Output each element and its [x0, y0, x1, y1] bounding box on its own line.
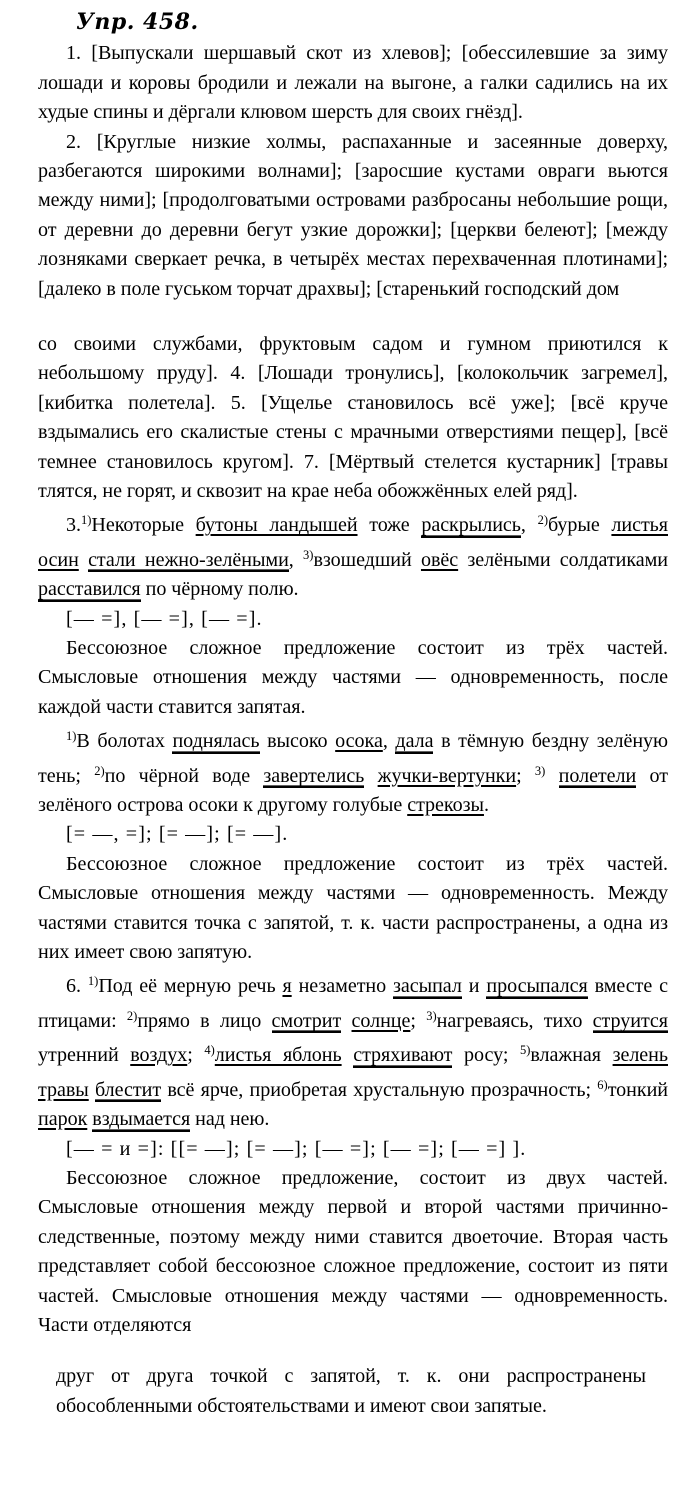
- text-run: [342, 1044, 354, 1066]
- subject-phrase: парок: [38, 1108, 88, 1131]
- clause-marker-1: 1): [87, 974, 99, 989]
- text-run: .: [483, 794, 489, 817]
- clause-marker-2: 2): [537, 513, 548, 528]
- scheme-line-1: [— =], [— =], [— =].: [66, 607, 263, 630]
- item-3-sentence: [38, 506, 668, 604]
- sentence-1: 1. [Выпускали шершавый скот из хлевов]; [обессилевшие за зиму лошади и коровы бродили и лежали на выгоне, а галки садились на их худые спины и дёргали клювом шерсть для своих гнёзд].: [38, 42, 668, 124]
- sentence-continued: со своими службами, фруктовым садом и гумном приютился к небольшому пруду]. 4. [Лошади тронулись], [колокольчик загремел], [кибитка полетела]. 5. [Ущелье становилось всё уже]; [всё круче вздымались его скалистые стены с мрачными отверстиями пещер], [всё темнее становилось кругом]. 7. [Мёртвый стелется кустарник] [травы тлятся, не горят, и сквозит на крае неба обожжённых елей ряд].: [38, 332, 668, 502]
- scheme-line-2: [= —, =]; [= —]; [= —].: [66, 823, 289, 846]
- text-run: Некоторые: [91, 514, 196, 537]
- text-run: по чёрному полю.: [140, 578, 299, 601]
- text-run: ,: [288, 548, 304, 571]
- subject-phrase: бутоны ландышей: [195, 514, 358, 537]
- text-run: бурые: [547, 514, 612, 537]
- text-run: прямо в лицо: [137, 1009, 272, 1032]
- text-run: высоко: [259, 730, 336, 753]
- text-run: В болотах: [76, 730, 173, 753]
- item-5-sentence: [38, 722, 668, 820]
- subject-phrase: осока: [335, 730, 383, 753]
- analysis-2: [38, 850, 668, 968]
- predicate-phrase: засыпал: [393, 975, 462, 998]
- text-run: вместе с птицами:: [38, 975, 668, 1032]
- clause-marker-3: 3): [426, 1008, 437, 1023]
- text-block-3: [38, 1362, 668, 1421]
- predicate-phrase: завертелись: [263, 764, 365, 787]
- clause-marker-1: 1): [66, 729, 77, 744]
- item-6: [38, 967, 668, 1134]
- analysis-text: Бессоюзное сложное предложение состоит из трёх частей. Смысловые отношения между частями — одновременность, после каждой части ставится запятая.: [38, 637, 668, 718]
- predicate-phrase: дала: [395, 730, 434, 753]
- sentence-2: 2. [Круглые низкие холмы, распаханные и засеянные доверху, разбегаются широкими волнами]; [заросшие кустами овраги вьются между ними]; [продолговатыми островами разбросаны небольшие рощи, от деревни до деревни бегут узкие дорожки]; [церкви белеют]; [между лозняками сверкает речка, в четырёх местах перехваченная плотинами]; [далеко в поле гуськом торчат драхвы]; [старенький господский дом: [38, 130, 668, 300]
- clause-marker-3: 3): [303, 547, 314, 562]
- predicate-phrase: просыпался: [486, 975, 588, 998]
- text-block-2: [38, 330, 668, 506]
- clause-marker-6: 6): [597, 1077, 608, 1092]
- text-run: ;: [187, 1044, 205, 1067]
- predicate-phrase: раскрылись: [421, 514, 521, 537]
- text-run: и: [461, 975, 487, 998]
- text-run: незаметно: [291, 975, 394, 998]
- text-run: над нею.: [190, 1108, 270, 1131]
- analysis-text: Бессоюзное сложное предложение состоит из трёх частей. Смысловые отношения между частями — одновременность. Между частями ставится точка с запятой, т. к. части распространены, а одна из них имеет свою запятую.: [38, 852, 668, 964]
- text-run: ;: [516, 764, 535, 787]
- text-run: нагреваясь, тихо: [436, 1009, 593, 1032]
- text-run: всё ярче, приобретая хрустальную прозрачность;: [161, 1078, 598, 1101]
- analysis-continued: друг от друга точкой с запятой, т. к. они распространены обособленными обстоятельствами и имеют свои запятые.: [56, 1365, 646, 1417]
- text-run: утренний: [38, 1044, 131, 1067]
- text-run: ,: [382, 730, 396, 753]
- subject-phrase: воздух: [130, 1044, 188, 1067]
- subject-phrase: овёс: [420, 548, 459, 571]
- text-run: в тёмную бездну зелёную тень;: [38, 730, 668, 787]
- clause-marker-3: 3): [534, 763, 546, 778]
- predicate-phrase: струится: [592, 1009, 668, 1032]
- text-run: от зелёного острова осоки к другому голубые: [38, 764, 668, 817]
- text-run: [545, 765, 558, 787]
- text-run: тоже: [357, 514, 422, 537]
- text-run: тонкий: [607, 1078, 668, 1101]
- predicate-phrase: смотрит: [271, 1009, 342, 1032]
- subject-phrase: листья осин: [38, 514, 668, 571]
- scan-gap-2: [38, 1340, 668, 1362]
- analysis-text: Бессоюзное сложное предложение, состоит из двух частей. Смысловые отношения между первой и второй частями причинно-следственные, поэтому между ними ставится двоеточие. Вторая часть представляет собой бессоюзное сложное предложение, состоит из пяти частей. Смысловые отношения между частями — одновременность. Части отделяются: [38, 1166, 668, 1336]
- item-number: 3.: [66, 514, 81, 537]
- scheme-line-3: [— = и =]: [[= —]; [= —]; [— =]; [— =]; [— =] ].: [66, 1137, 527, 1160]
- scan-gap-1: [38, 304, 668, 330]
- text-run: ;: [410, 1009, 427, 1032]
- subject-phrase: жучки-вертунки: [377, 764, 517, 787]
- text-run: взошедший: [313, 548, 421, 571]
- text-block-1: [38, 39, 668, 304]
- predicate-phrase: поднялась: [172, 730, 260, 753]
- item-number: 6.: [66, 975, 88, 998]
- clause-marker-4: 4): [204, 1043, 215, 1058]
- item-5: [38, 722, 668, 820]
- clause-marker-2: 2): [94, 763, 105, 778]
- clause-marker-1: 1): [80, 513, 92, 528]
- text-run: [364, 765, 377, 787]
- text-run: ,: [520, 514, 538, 537]
- predicate-phrase: вздымается: [92, 1108, 191, 1131]
- subject-phrase: листья яблонь: [214, 1044, 342, 1067]
- text-run: росу;: [452, 1044, 520, 1067]
- subject-phrase: зелень травы: [38, 1044, 668, 1101]
- predicate-phrase: стали нежно-зелёными: [88, 548, 289, 571]
- predicate-phrase: стряхивают: [353, 1044, 453, 1067]
- text-run: влажная: [530, 1044, 613, 1067]
- text-run: зелёными солдатиками: [458, 548, 668, 571]
- item-6-sentence: [38, 967, 668, 1134]
- exercise-heading: Упр. 458.: [76, 9, 199, 35]
- text-run: [79, 549, 88, 571]
- item-3: [38, 506, 668, 604]
- subject-phrase: стрекозы: [407, 794, 484, 817]
- predicate-phrase: полетели: [558, 764, 637, 787]
- text-run: [341, 1010, 351, 1032]
- text-run: Под её мерную речь: [98, 975, 283, 998]
- subject-phrase: солнце: [351, 1009, 411, 1032]
- text-run: по чёрной воде: [104, 764, 264, 787]
- clause-marker-2: 2): [126, 1008, 138, 1023]
- analysis-1: [38, 634, 668, 722]
- predicate-phrase: расставился: [38, 578, 141, 601]
- clause-marker-5: 5): [519, 1043, 531, 1058]
- predicate-phrase: блестит: [95, 1078, 162, 1101]
- analysis-3: [38, 1164, 668, 1340]
- subject-phrase: я: [282, 975, 292, 998]
